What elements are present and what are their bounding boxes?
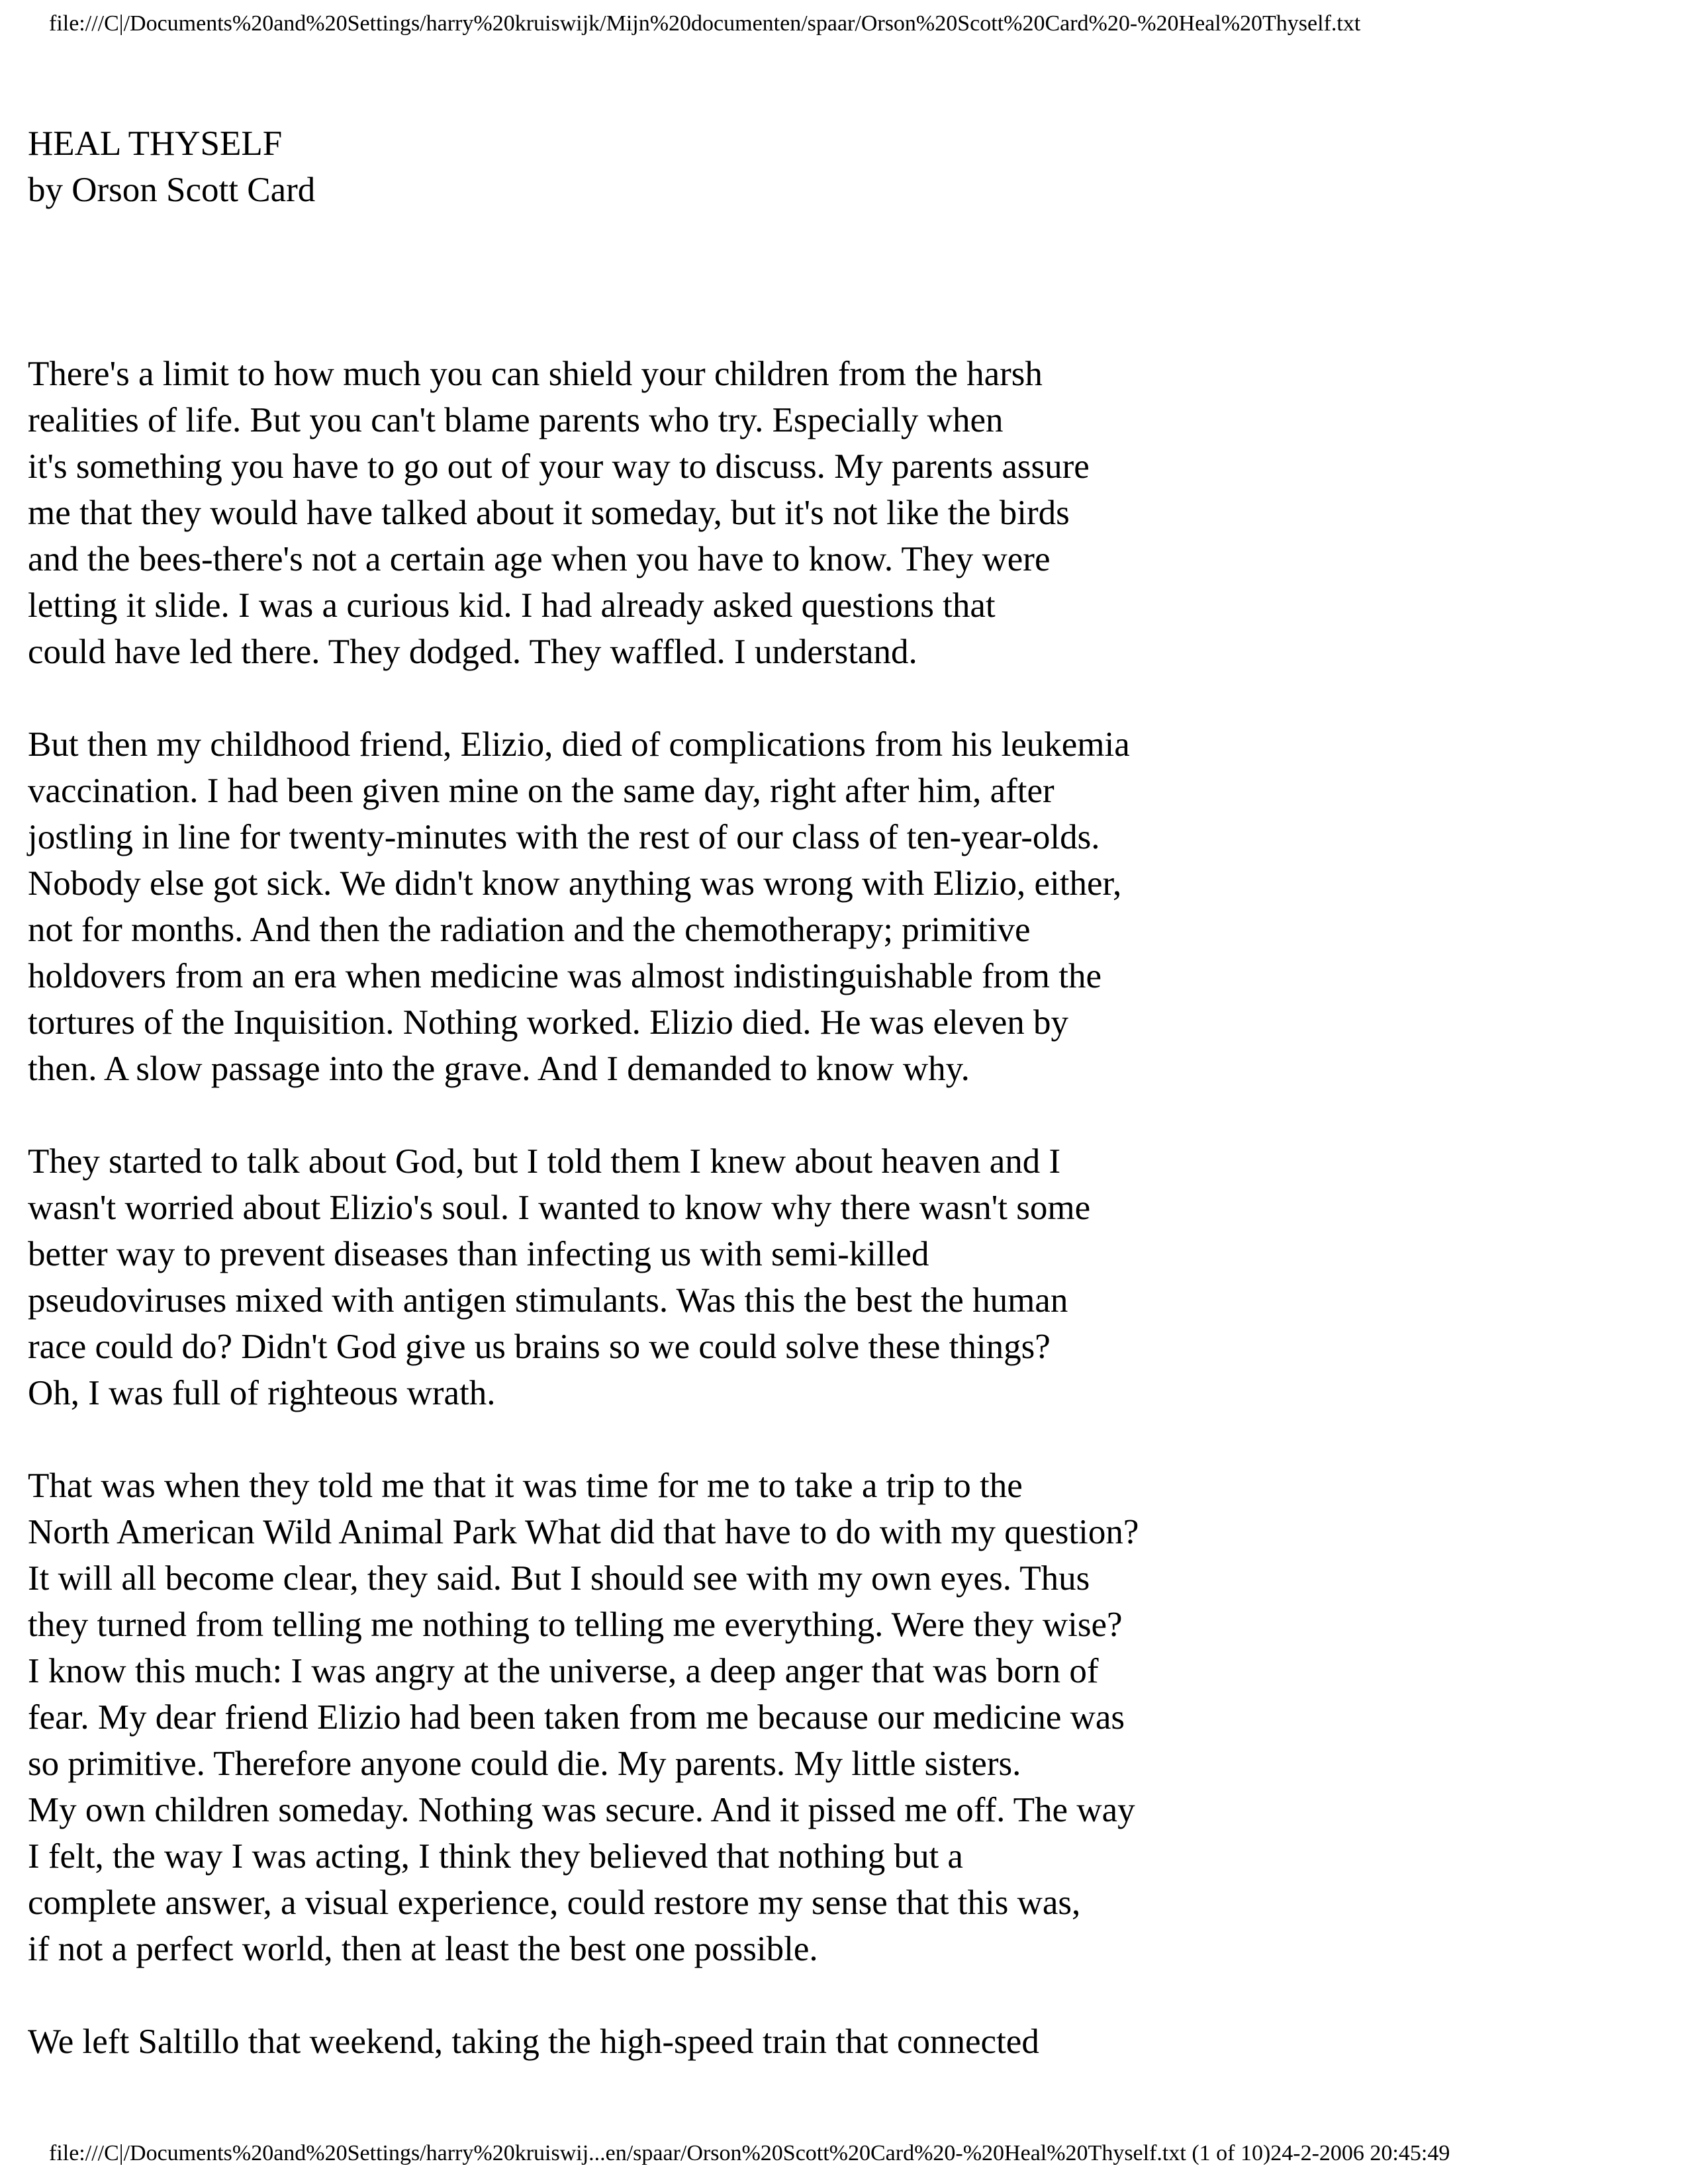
text-line: pseudoviruses mixed with antigen stimulants. Was this the best the human — [28, 1281, 1068, 1320]
text-line: race could do? Didn't God give us brains so we could solve these things? — [28, 1328, 1051, 1366]
text-line: tortures of the Inquisition. Nothing worked. Elizio died. He was eleven by — [28, 1003, 1068, 1042]
text-line: letting it slide. I was a curious kid. I had already asked questions that — [28, 586, 996, 625]
text-line: Nobody else got sick. We didn't know anything was wrong with Elizio, either, — [28, 864, 1122, 903]
text-line: That was when they told me that it was time for me to take a trip to the — [28, 1467, 1023, 1505]
text-line: fear. My dear friend Elizio had been taken from me because our medicine was — [28, 1698, 1125, 1737]
text-line: vaccination. I had been given mine on the same day, right after him, after — [28, 772, 1055, 810]
text-line: so primitive. Therefore anyone could die. My parents. My little sisters. — [28, 1745, 1021, 1783]
document-title: HEAL THYSELF — [28, 124, 283, 163]
document-body — [28, 351, 1325, 2111]
text-line: they turned from telling me nothing to telling me everything. Were they wise? — [28, 1606, 1123, 1644]
header-file-path: file:///C|/Documents%20and%20Settings/harry%20kruiswijk/Mijn%20documenten/spaar/Orson%20Scott%20Card%20-%20Heal%20Thyself.txt — [49, 11, 1361, 36]
text-line: North American Wild Animal Park What did that have to do with my question? — [28, 1513, 1139, 1551]
text-line: and the bees-there's not a certain age when you have to know. They were — [28, 540, 1051, 578]
text-line: Oh, I was full of righteous wrath. — [28, 1374, 496, 1412]
text-line: realities of life. But you can't blame parents who try. Especially when — [28, 401, 1004, 439]
text-line: wasn't worried about Elizio's soul. I wanted to know why there wasn't some — [28, 1189, 1091, 1227]
text-line: could have led there. They dodged. They waffled. I understand. — [28, 633, 917, 671]
text-line: I know this much: I was angry at the universe, a deep anger that was born of — [28, 1652, 1099, 1690]
text-line: if not a perfect world, then at least the best one possible. — [28, 1930, 818, 1968]
paragraph — [28, 1463, 1325, 1972]
text-line: I felt, the way I was acting, I think they believed that nothing but a — [28, 1837, 963, 1876]
text-line: holdovers from an era when medicine was almost indistinguishable from the — [28, 957, 1102, 995]
text-line: It will all become clear, they said. But I should see with my own eyes. Thus — [28, 1559, 1090, 1598]
text-line: me that they would have talked about it someday, but it's not like the birds — [28, 494, 1070, 532]
title-block — [28, 120, 315, 213]
text-line: There's a limit to how much you can shield your children from the harsh — [28, 355, 1043, 393]
text-line: But then my childhood friend, Elizio, died of complications from his leukemia — [28, 725, 1130, 764]
text-line: it's something you have to go out of your way to discuss. My parents assure — [28, 447, 1090, 486]
text-line: then. A slow passage into the grave. And I demanded to know why. — [28, 1050, 970, 1088]
text-line: jostling in line for twenty-minutes with the rest of our class of ten-year-olds. — [28, 818, 1100, 856]
paragraph — [28, 351, 1325, 675]
text-line: They started to talk about God, but I told them I knew about heaven and I — [28, 1142, 1061, 1181]
text-line: better way to prevent diseases than infecting us with semi-killed — [28, 1235, 929, 1273]
paragraph — [28, 2019, 1325, 2065]
footer-page-info: file:///C|/Documents%20and%20Settings/harry%20kruiswij...en/spaar/Orson%20Scott%20Card%20-%20Heal%20Thyself.txt (1 of 10)24-2-2006 20:45:49 — [49, 2141, 1450, 2165]
text-line: We left Saltillo that weekend, taking the high-speed train that connected — [28, 2023, 1039, 2061]
document-byline: by Orson Scott Card — [28, 171, 316, 209]
paragraph — [28, 1138, 1325, 1416]
text-line: not for months. And then the radiation and the chemotherapy; primitive — [28, 911, 1031, 949]
text-line: complete answer, a visual experience, could restore my sense that this was, — [28, 1884, 1081, 1922]
paragraph — [28, 721, 1325, 1092]
text-line: My own children someday. Nothing was secure. And it pissed me off. The way — [28, 1791, 1135, 1829]
